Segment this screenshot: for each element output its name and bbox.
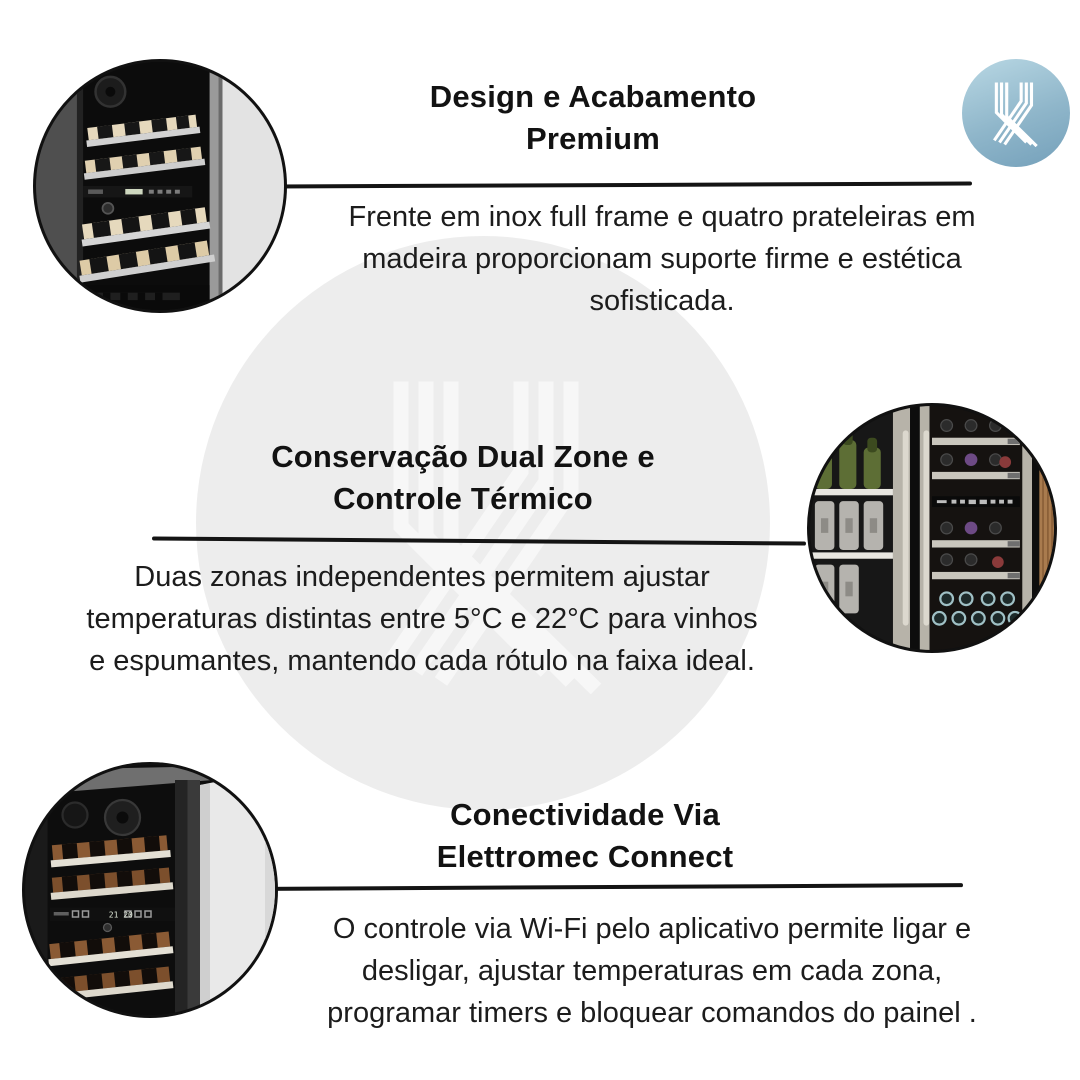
title-line: Premium <box>525 121 661 156</box>
section-title-design <box>333 76 853 160</box>
connect-cooler-illustration <box>25 765 275 1015</box>
photo-dual-zone-cellar <box>807 403 1057 653</box>
photo-connect-cooler <box>22 762 278 1018</box>
title-line: Conservação Dual Zone e <box>271 439 655 474</box>
watermark-circle <box>196 236 770 810</box>
title-line: Conectividade Via <box>450 797 720 832</box>
body-line: programar timers e bloquear comandos do painel . <box>327 997 977 1029</box>
body-line: sofisticada. <box>589 285 735 317</box>
body-line: Frente em inox full frame e quatro prateleiras em <box>348 201 976 233</box>
divider-line-1 <box>274 181 972 188</box>
dual-zone-cellar-illustration <box>810 406 1054 650</box>
title-line: Elettromec Connect <box>436 839 734 874</box>
panel-display-digits: 21 20 <box>108 910 133 920</box>
section-title-dual-zone <box>183 436 743 520</box>
section-body-design <box>302 196 1022 322</box>
brand-logo-icon <box>985 79 1047 147</box>
divider-line-3 <box>265 883 963 891</box>
photo-wine-cooler-shelves <box>33 59 287 313</box>
section-body-connect <box>262 908 1042 1034</box>
title-line: Design e Acabamento <box>429 79 757 114</box>
wine-cooler-shelves-illustration <box>36 62 284 310</box>
title-line: Controle Térmico <box>333 481 593 516</box>
body-line: e espumantes, mantendo cada rótulo na faixa ideal. <box>89 645 755 677</box>
section-title-connect <box>325 794 845 878</box>
brand-logo-badge <box>962 59 1070 167</box>
body-line: madeira proporcionam suporte firme e estética <box>362 243 962 275</box>
section-body-dual-zone <box>32 556 812 682</box>
body-line: Duas zonas independentes permitem ajustar <box>134 561 710 593</box>
body-line: O controle via Wi-Fi pelo aplicativo permite ligar e <box>332 913 972 945</box>
body-line: desligar, ajustar temperaturas em cada zona, <box>361 955 943 987</box>
body-line: temperaturas distintas entre 5°C e 22°C para vinhos <box>86 603 758 635</box>
